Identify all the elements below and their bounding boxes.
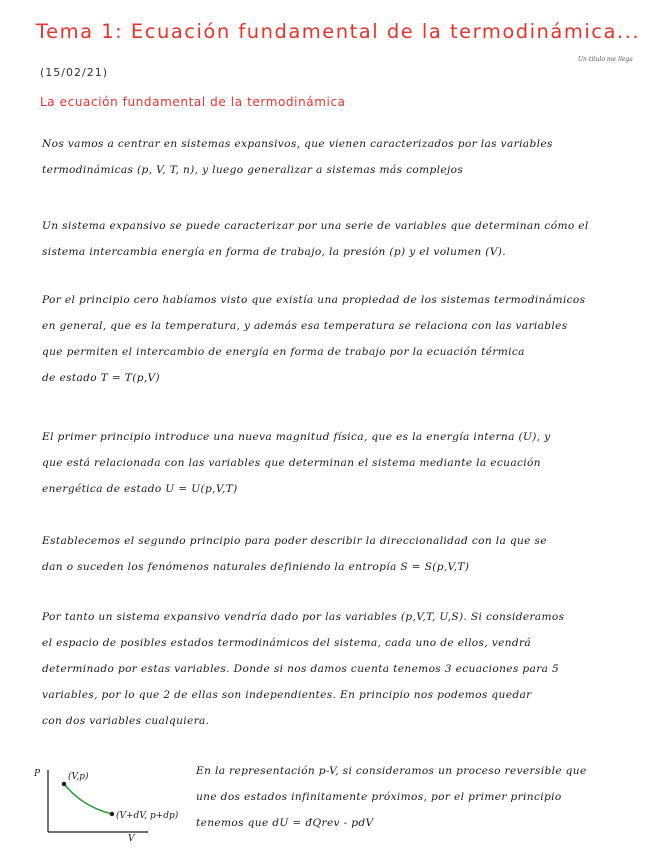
end-state-point bbox=[110, 812, 114, 816]
text-line: Nos vamos a centrar en sistemas expansivos, que vienen caracterizados por las variables bbox=[42, 138, 553, 150]
text-line: determinado por estas variables. Donde si nos damos cuenta tenemos 3 ecuaciones para 5 bbox=[42, 663, 560, 675]
paragraph-pv-representation bbox=[196, 758, 636, 836]
section-title: La ecuación fundamental de la termodinámica bbox=[40, 95, 346, 109]
axis-y-label: P bbox=[34, 769, 41, 779]
text-line: variables, por lo que 2 de ellas son independientes. En principio nos podemos quedar bbox=[42, 689, 532, 701]
paragraph-state-variables bbox=[42, 604, 642, 734]
text-line: tenemos que dU = đQrev - pdV bbox=[196, 817, 374, 829]
text-line: une dos estados infinitamente próximos, por el primer principio bbox=[196, 791, 562, 803]
text-line: dan o suceden los fenómenos naturales definiendo la entropía S = S(p,V,T) bbox=[42, 561, 470, 573]
pv-diagram bbox=[28, 762, 198, 842]
paragraph-expansive-system bbox=[42, 213, 642, 265]
text-line: de estado T = T(p,V) bbox=[42, 372, 161, 384]
text-line: El primer principio introduce una nueva magnitud física, que es la energía interna (U), y bbox=[42, 431, 551, 443]
text-line: Establecemos el segundo principio para poder describir la direccionalidad con la que se bbox=[42, 535, 547, 547]
text-line: sistema intercambia energía en forma de trabajo, la presión (p) y el volumen (V). bbox=[42, 246, 506, 258]
text-line: que permiten el intercambio de energía en forma de trabajo por la ecuación térmica bbox=[42, 346, 525, 358]
text-line: que está relacionada con las variables que determinan el sistema mediante la ecuación bbox=[42, 457, 541, 469]
page-title: Tema 1: Ecuación fundamental de la termodinámica... bbox=[36, 20, 641, 43]
text-line: en general, que es la temperatura, y además esa temperatura se relaciona con las variables bbox=[42, 320, 568, 332]
text-line: con dos variables cualquiera. bbox=[42, 715, 210, 727]
paragraph-intro bbox=[42, 131, 642, 183]
text-line: el espacio de posibles estados termodinámicos del sistema, cada uno de ellos, vendrá bbox=[42, 637, 532, 649]
text-line: Por tanto un sistema expansivo vendría dado por las variables (p,V,T, U,S). Si consideramos bbox=[42, 611, 565, 623]
text-line: Un sistema expansivo se puede caracterizar por una serie de variables que determinan cómo el bbox=[42, 220, 589, 232]
end-state-label: (V+dV, p+dp) bbox=[116, 811, 179, 821]
text-line: En la representación p-V, si consideramos un proceso reversible que bbox=[196, 765, 587, 777]
process-curve bbox=[64, 784, 112, 814]
text-line: Por el principio cero habíamos visto que existía una propiedad de los sistemas termodinámicos bbox=[42, 294, 586, 306]
start-state-label: (V,p) bbox=[68, 772, 89, 782]
axis-x-label: V bbox=[128, 834, 135, 842]
signature: Un título me llega bbox=[578, 56, 633, 63]
date-label: (15/02/21) bbox=[40, 66, 108, 79]
text-line: termodinámicas (p, V, T, n), y luego generalizar a sistemas más complejos bbox=[42, 164, 464, 176]
paragraph-zeroth-law bbox=[42, 287, 642, 391]
paragraph-first-law bbox=[42, 424, 642, 502]
paragraph-second-law bbox=[42, 528, 642, 580]
start-state-point bbox=[62, 782, 66, 786]
text-line: energética de estado U = U(p,V,T) bbox=[42, 483, 238, 495]
